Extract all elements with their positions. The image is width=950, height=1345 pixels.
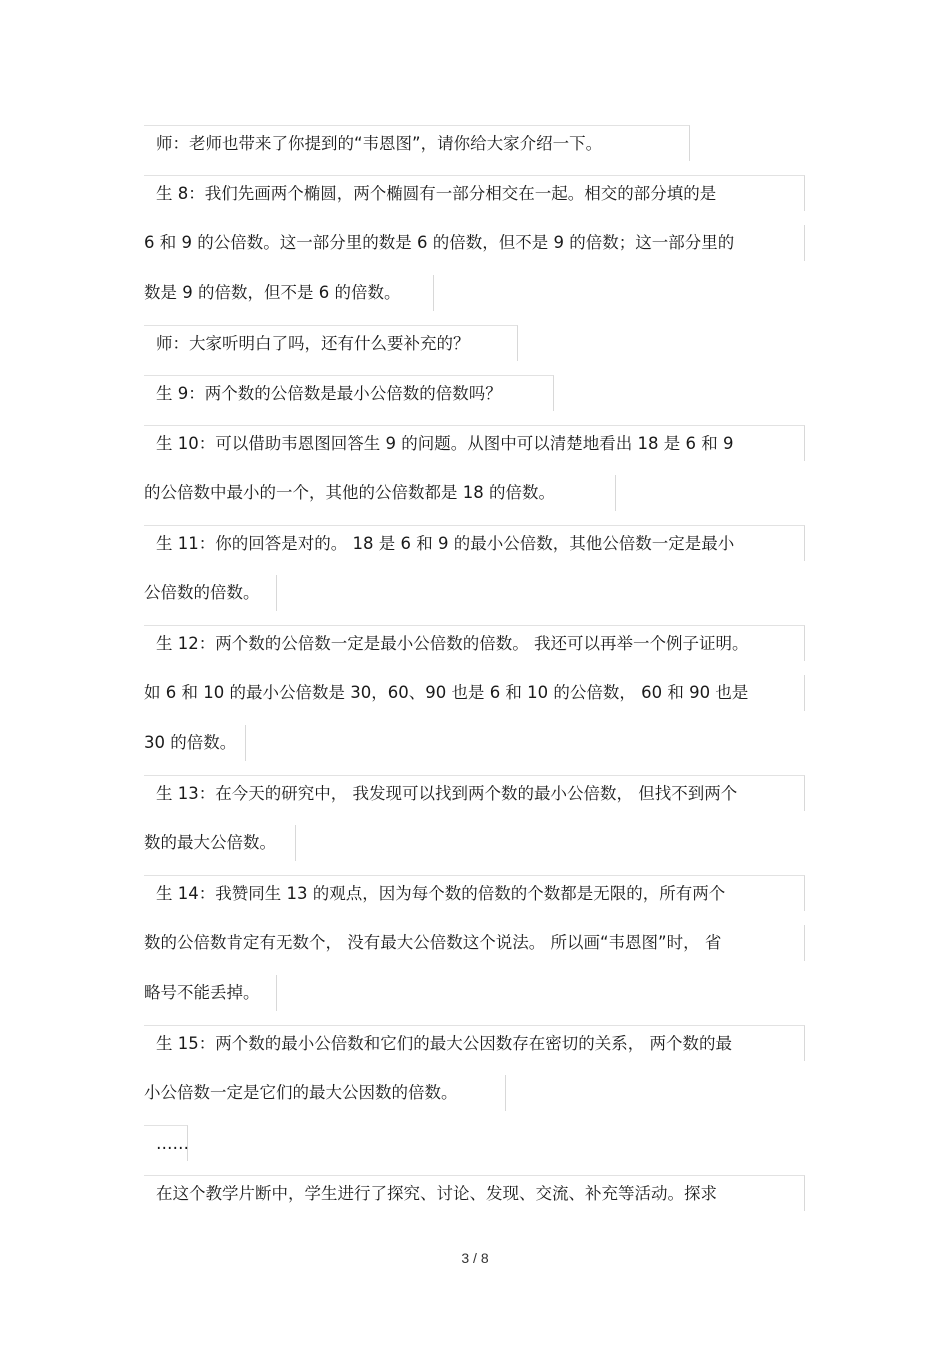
text-line: 公倍数的倍数。 [144,575,277,611]
text-line: 生 12：两个数的公倍数一定是最小公倍数的倍数。 我还可以再举一个例子证明。 [144,625,805,661]
text-line: 30 的倍数。 [144,725,246,761]
text-line: 的公倍数中最小的一个，其他的公倍数都是 18 的倍数。 [144,475,616,511]
text-line: 6 和 9 的公倍数。这一部分里的数是 6 的倍数，但不是 9 的倍数；这一部分里的 [144,225,805,261]
text-line: 生 10：可以借助韦恩图回答生 9 的问题。从图中可以清楚地看出 18 是 6 和 9 [144,425,805,461]
text-line: 生 9：两个数的公倍数是最小公倍数的倍数吗？ [144,375,554,411]
text-line: 如 6 和 10 的最小公倍数是 30，60、90 也是 6 和 10 的公倍数， 60 和 90 也是 [144,675,805,711]
text-line: 师：大家听明白了吗，还有什么要补充的？ [144,325,518,361]
text-line: 数的公倍数肯定有无数个， 没有最大公倍数这个说法。 所以画“韦恩图”时， 省 [144,925,805,961]
text-line: 小公倍数一定是它们的最大公因数的倍数。 [144,1075,506,1111]
text-line: 生 13：在今天的研究中， 我发现可以找到两个数的最小公倍数， 但找不到两个 [144,775,805,811]
text-line: 生 14：我赞同生 13 的观点，因为每个数的倍数的个数都是无限的，所有两个 [144,875,805,911]
text-line: 数是 9 的倍数，但不是 6 的倍数。 [144,275,434,311]
ellipsis-line: …… [144,1125,188,1161]
text-line: 生 15：两个数的最小公倍数和它们的最大公因数存在密切的关系， 两个数的最 [144,1025,805,1061]
text-line: 在这个教学片断中，学生进行了探究、讨论、发现、交流、补充等活动。探求 [144,1175,805,1211]
text-line: 数的最大公倍数。 [144,825,296,861]
page-number: 3 / 8 [461,1250,489,1266]
text-line: 生 8：我们先画两个椭圆，两个椭圆有一部分相交在一起。相交的部分填的是 [144,175,805,211]
text-line: 略号不能丢掉。 [144,975,277,1011]
text-line: 生 11：你的回答是对的。 18 是 6 和 9 的最小公倍数，其他公倍数一定是最小 [144,525,805,561]
text-line: 师：老师也带来了你提到的“韦恩图”，请你给大家介绍一下。 [144,125,690,161]
